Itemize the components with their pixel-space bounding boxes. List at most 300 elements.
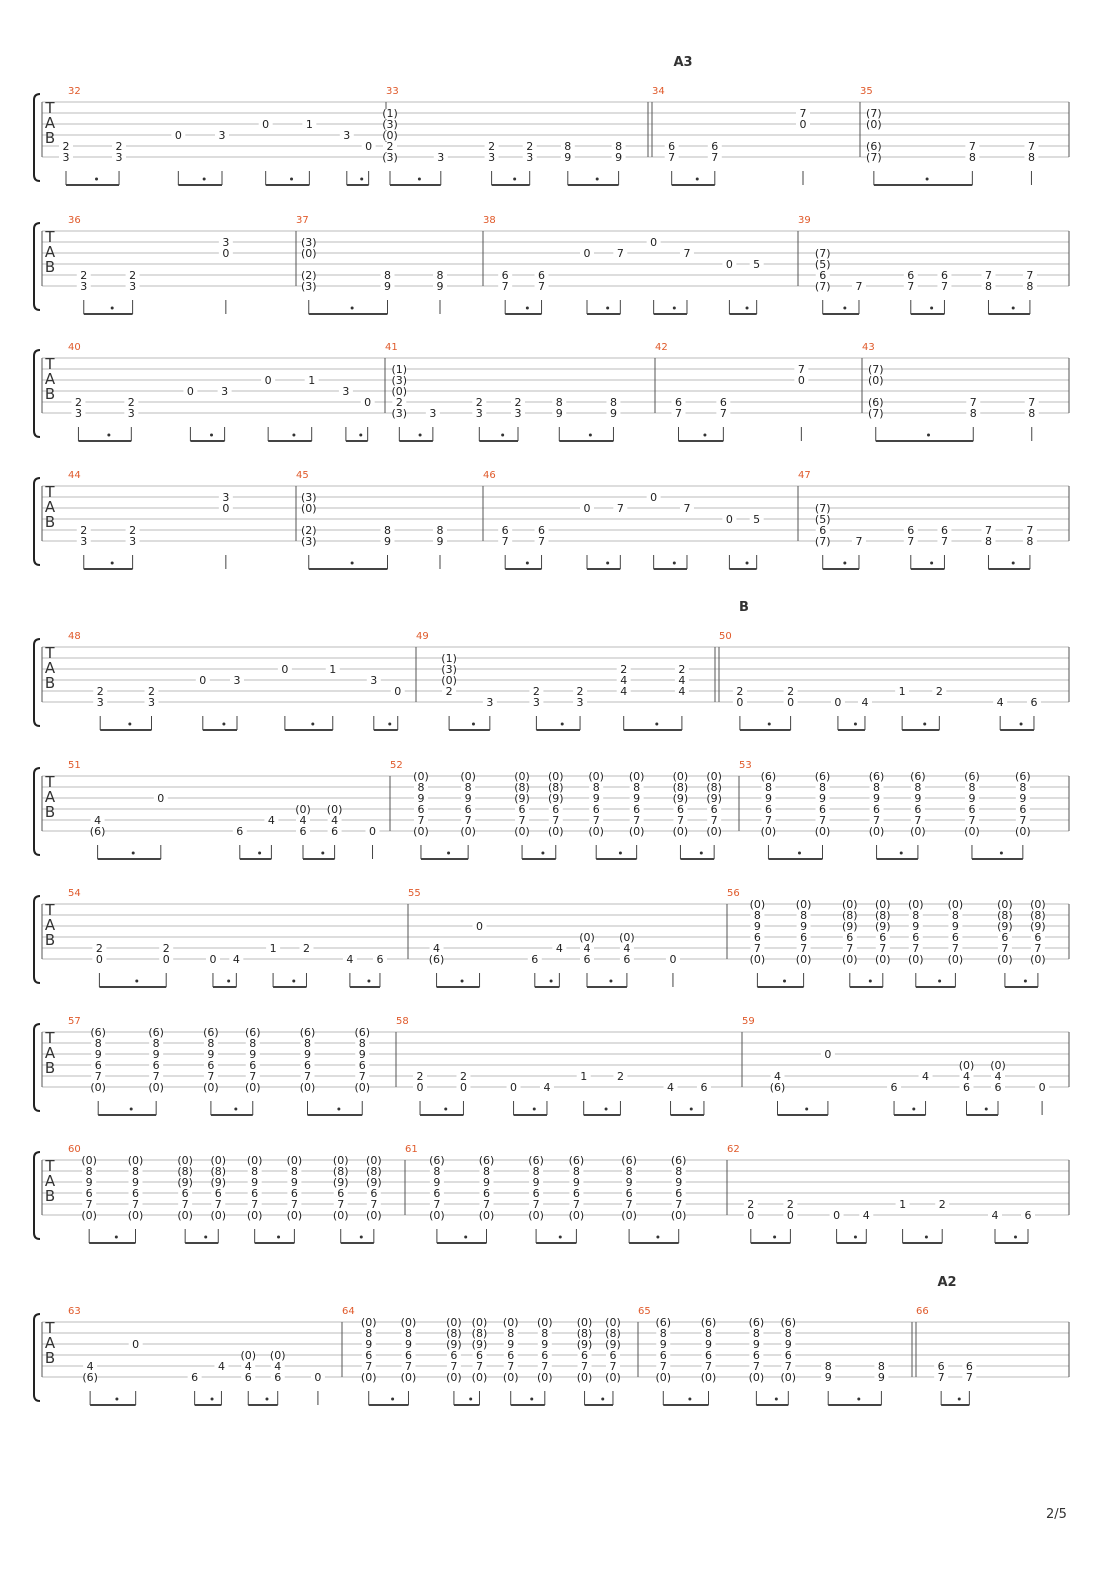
fret-number: 6 [358, 1059, 366, 1072]
fret-number: 0 [583, 247, 591, 260]
fret-number: 4 [86, 1360, 94, 1373]
tab-system [34, 1016, 1069, 1115]
dot [773, 1236, 776, 1239]
fret-number: 7 [764, 814, 772, 827]
fret-number: 6 [1034, 931, 1042, 944]
fret-number: (0) [203, 1081, 219, 1094]
fret-number: (0) [81, 1154, 97, 1167]
dot [128, 723, 131, 726]
fret-number: 4 [667, 1081, 675, 1094]
fret-number: 8 [1019, 781, 1027, 794]
fret-number: 8 [384, 269, 391, 282]
dot [464, 1236, 467, 1239]
dot [857, 1398, 860, 1401]
tab-clef-letter: B [44, 1187, 56, 1205]
fret-number: 6 [207, 1059, 215, 1072]
fret-number: 4 [862, 1209, 870, 1222]
fret-number: (0) [706, 770, 722, 783]
fret-number: 6 [251, 1187, 259, 1200]
dot [783, 980, 786, 983]
fret-number: (0) [749, 953, 766, 966]
fret-number: (0) [382, 129, 398, 142]
fret-number: 9 [207, 1048, 215, 1061]
fret-number: 6 [719, 396, 727, 409]
fret-number: 9 [675, 1176, 683, 1189]
fret-number: 3 [80, 535, 88, 548]
dot [115, 1236, 118, 1239]
measure-number: 63 [68, 1306, 81, 1317]
fret-number: (0) [672, 770, 689, 783]
fret-number: (0) [286, 1209, 303, 1222]
fret-number: 0 [824, 1048, 832, 1061]
dot [700, 852, 703, 855]
fret-number: 7 [337, 1198, 345, 1211]
fret-number: 7 [1028, 396, 1036, 409]
fret-number: 7 [464, 814, 472, 827]
fret-number: (0) [366, 1209, 382, 1222]
fret-number: 8 [914, 781, 922, 794]
fret-number: 6 [676, 803, 684, 816]
fret-number: (9) [177, 1176, 193, 1189]
fret-number: 8 [615, 140, 623, 153]
fret-number: 3 [74, 407, 82, 420]
fret-number: 9 [290, 1176, 298, 1189]
fret-number: (8) [842, 909, 858, 922]
fret-number: 8 [132, 1165, 140, 1178]
fret-number: 7 [800, 942, 808, 955]
system-brace [34, 94, 40, 181]
fret-number: 7 [94, 1070, 102, 1083]
fret-number: 7 [152, 1070, 160, 1083]
fret-number: 2 [115, 140, 123, 153]
fret-number: 6 [450, 1349, 458, 1362]
fret-number: 9 [417, 792, 425, 805]
fret-number: 0 [365, 140, 373, 153]
dot [673, 307, 676, 310]
tab-clef-letter: A [44, 370, 56, 388]
fret-number: (0) [478, 1209, 495, 1222]
fret-number: 7 [940, 280, 948, 293]
fret-number: 8 [764, 781, 772, 794]
fret-number: (0) [471, 1316, 488, 1329]
fret-number: 7 [675, 1198, 683, 1211]
measure-number: 46 [483, 470, 496, 481]
measure-number: 38 [483, 215, 496, 226]
fret-number: 0 [1038, 1081, 1046, 1094]
fret-number: 9 [877, 1371, 885, 1384]
fret-number: (3) [382, 118, 398, 131]
fret-number: (6) [429, 1154, 445, 1167]
fret-number: (3) [300, 535, 317, 548]
fret-number: 2 [416, 1070, 424, 1083]
fret-number: (8) [514, 781, 530, 794]
dot [900, 852, 903, 855]
fret-number: 7 [552, 814, 560, 827]
fret-number: 8 [436, 524, 444, 537]
measure-number: 56 [727, 888, 740, 899]
dot [95, 178, 98, 181]
fret-number: 6 [879, 931, 887, 944]
fret-number: 4 [274, 1360, 282, 1373]
fret-number: (0) [749, 898, 766, 911]
fret-number: 6 [85, 1187, 93, 1200]
dot [533, 1108, 536, 1111]
fret-number: (6) [769, 1081, 786, 1094]
fret-number: 7 [969, 396, 977, 409]
fret-number: 6 [609, 1349, 617, 1362]
fret-number: 1 [308, 374, 316, 387]
dot [292, 434, 295, 437]
fret-number: 3 [342, 385, 350, 398]
fret-number: (0) [700, 1371, 717, 1384]
fret-number: 8 [152, 1037, 160, 1050]
fret-number: 8 [951, 909, 959, 922]
dot [130, 1108, 133, 1111]
fret-number: 0 [264, 374, 272, 387]
fret-number: 6 [501, 524, 509, 537]
fret-number: 7 [625, 1198, 633, 1211]
system-brace [34, 768, 40, 855]
dot [798, 852, 801, 855]
fret-number: 7 [358, 1070, 366, 1083]
fret-number: 4 [623, 942, 631, 955]
system-brace [34, 478, 40, 565]
fret-number: (9) [446, 1338, 462, 1351]
dot [589, 434, 592, 437]
fret-number: 4 [331, 814, 339, 827]
section-marker: A2 [937, 1275, 957, 1290]
fret-number: 7 [984, 524, 992, 537]
fret-number: 4 [244, 1360, 252, 1373]
fret-number: 7 [846, 942, 854, 955]
dot [132, 852, 135, 855]
fret-number: (0) [413, 770, 429, 783]
dot [768, 723, 771, 726]
fret-number: 7 [799, 107, 807, 120]
fret-number: 9 [819, 792, 826, 805]
fret-number: 6 [94, 1059, 102, 1072]
fret-number: (8) [471, 1327, 488, 1340]
dot [606, 307, 609, 310]
fret-number: (0) [795, 953, 812, 966]
measure-number: 48 [68, 631, 81, 642]
fret-number: (0) [1015, 825, 1031, 838]
fret-number: (6) [203, 1026, 219, 1039]
fret-number: 8 [436, 269, 444, 282]
dot [605, 1108, 608, 1111]
fret-number: (0) [672, 825, 689, 838]
fret-number: 4 [543, 1081, 551, 1094]
fret-number: 6 [483, 1187, 490, 1200]
fret-number: 8 [94, 1037, 102, 1050]
fret-number: (6) [780, 1316, 797, 1329]
fret-number: 8 [784, 1327, 792, 1340]
section-marker: B [739, 600, 749, 615]
fret-number: 8 [365, 1327, 373, 1340]
fret-number: 8 [659, 1327, 667, 1340]
dot [854, 723, 857, 726]
fret-number: 2 [129, 524, 137, 537]
fret-number: (0) [366, 1154, 382, 1167]
tab-clef-letter: B [44, 129, 56, 147]
fret-number: 9 [625, 1176, 633, 1189]
dot [351, 562, 354, 565]
fret-number: (9) [706, 792, 722, 805]
fret-number: (6) [568, 1154, 585, 1167]
fret-number: 6 [475, 1349, 483, 1362]
fret-number: 6 [592, 803, 600, 816]
fret-number: 1 [269, 942, 277, 955]
fret-number: (0) [446, 1371, 462, 1384]
fret-number: (6) [244, 1026, 261, 1039]
fret-number: 9 [800, 920, 808, 933]
fret-number: 0 [209, 953, 217, 966]
fret-number: 8 [633, 781, 641, 794]
dot [530, 1398, 533, 1401]
dot [930, 562, 933, 565]
fret-number: 6 [633, 803, 641, 816]
dot [227, 980, 230, 983]
fret-number: 6 [541, 1349, 549, 1362]
fret-number: (8) [547, 781, 564, 794]
fret-number: 1 [580, 1070, 588, 1083]
fret-number: 6 [800, 931, 808, 944]
dot [1000, 852, 1003, 855]
fret-number: 9 [483, 1176, 490, 1189]
fret-number: (6) [354, 1026, 371, 1039]
dot [938, 980, 941, 983]
measure-number: 61 [405, 1144, 418, 1155]
fret-number: (7) [867, 363, 884, 376]
fret-number: (9) [332, 1176, 349, 1189]
fret-number: (9) [842, 920, 858, 933]
tab-clef-letter: T [45, 99, 55, 117]
fret-number: (8) [672, 781, 689, 794]
fret-number: 8 [824, 1360, 832, 1373]
fret-number: 3 [222, 491, 230, 504]
fret-number: 3 [233, 674, 241, 687]
fret-number: 0 [157, 792, 165, 805]
fret-number: (5) [814, 258, 831, 271]
fret-number: (0) [908, 898, 924, 911]
fret-number: 6 [940, 269, 948, 282]
fret-number: 9 [659, 1338, 667, 1351]
fret-number: 4 [299, 814, 307, 827]
measure-number: 34 [652, 86, 665, 97]
dot [360, 178, 363, 181]
dot [526, 562, 529, 565]
fret-number: 7 [752, 1360, 760, 1373]
tab-clef-letter: B [44, 513, 56, 531]
fret-number: 9 [152, 1048, 160, 1061]
fret-number: 2 [786, 1198, 794, 1211]
fret-number: 4 [996, 696, 1004, 709]
fret-number: 3 [370, 674, 378, 687]
fret-number: (0) [514, 770, 530, 783]
measure-number: 49 [416, 631, 429, 642]
fret-number: 7 [1001, 942, 1009, 955]
fret-number: 3 [222, 236, 230, 249]
fret-number: 0 [650, 236, 658, 249]
fret-number: 7 [207, 1070, 215, 1083]
fret-number: 7 [1027, 140, 1035, 153]
tab-clef-letter: T [45, 644, 55, 662]
fret-number: (0) [360, 1316, 377, 1329]
dot [656, 1236, 659, 1239]
fret-number: (9) [210, 1176, 227, 1189]
tab-clef-letter: A [44, 114, 56, 132]
fret-number: (9) [547, 792, 564, 805]
tab-system [34, 760, 1069, 859]
fret-number: (6) [964, 770, 980, 783]
fret-number: 7 [541, 1360, 549, 1373]
fret-number: (6) [428, 953, 445, 966]
fret-number: 0 [174, 129, 182, 142]
fret-number: 0 [222, 247, 230, 260]
fret-number: 9 [358, 1048, 366, 1061]
fret-number: (6) [867, 396, 884, 409]
fret-number: 6 [376, 953, 384, 966]
fret-number: 6 [583, 953, 591, 966]
fret-number: (0) [990, 1059, 1006, 1072]
fret-number: 7 [532, 1198, 540, 1211]
fret-number: 7 [855, 280, 863, 293]
dot [925, 1236, 928, 1239]
tab-system [34, 470, 1069, 569]
fret-number: 9 [784, 1338, 792, 1351]
fret-number: (0) [875, 898, 891, 911]
tab-clef-letter: A [44, 243, 56, 261]
fret-number: 3 [80, 280, 88, 293]
fret-number: 2 [736, 685, 744, 698]
fret-number: 4 [267, 814, 275, 827]
fret-number: 2 [62, 140, 70, 153]
fret-number: 4 [555, 942, 563, 955]
measure-number: 52 [390, 760, 403, 771]
fret-number: (0) [326, 803, 343, 816]
dot [290, 178, 293, 181]
fret-number: (0) [460, 770, 476, 783]
fret-number: (6) [89, 825, 106, 838]
fret-number: 7 [912, 942, 920, 955]
fret-number: 4 [994, 1070, 1002, 1083]
fret-number: 5 [753, 513, 761, 526]
fret-number: (0) [605, 1371, 621, 1384]
tab-clef-letter: A [44, 659, 56, 677]
dot [447, 852, 450, 855]
fret-number: 7 [518, 814, 526, 827]
fret-number: 4 [963, 1070, 970, 1083]
fret-number: 9 [85, 1176, 93, 1189]
dot [923, 723, 926, 726]
fret-number: (6) [910, 770, 926, 783]
measure-number: 54 [68, 888, 81, 899]
dot [805, 1108, 808, 1111]
fret-number: 2 [678, 663, 686, 676]
fret-number: 8 [464, 781, 472, 794]
tab-clef-letter: T [45, 483, 55, 501]
fret-number: (9) [997, 920, 1013, 933]
fret-number: (6) [814, 770, 831, 783]
fret-number: (0) [964, 825, 980, 838]
fret-number: (0) [471, 1371, 488, 1384]
fret-number: (0) [502, 1371, 519, 1384]
dot [746, 562, 749, 565]
system-brace [34, 639, 40, 726]
dot [419, 434, 422, 437]
fret-number: 6 [214, 1187, 222, 1200]
fret-number: (0) [605, 1316, 621, 1329]
fret-number: 8 [290, 1165, 298, 1178]
fret-number: 6 [337, 1187, 345, 1200]
fret-number: 1 [898, 685, 906, 698]
fret-number: 7 [475, 1360, 483, 1373]
dot [222, 723, 225, 726]
fret-number: 8 [384, 524, 391, 537]
dot [688, 1398, 691, 1401]
fret-number: 0 [222, 502, 230, 515]
fret-number: 3 [488, 151, 496, 164]
fret-number: 6 [464, 803, 472, 816]
fret-number: (0) [576, 1316, 593, 1329]
dot [526, 307, 529, 310]
measure-number: 40 [68, 342, 81, 353]
fret-number: (0) [670, 1209, 687, 1222]
fret-number: 8 [207, 1037, 215, 1050]
fret-number: 7 [914, 814, 922, 827]
fret-number: (6) [299, 1026, 316, 1039]
fret-number: 2 [616, 1070, 624, 1083]
fret-number: (9) [471, 1338, 488, 1351]
fret-number: 7 [616, 502, 624, 515]
fret-number: 6 [968, 803, 976, 816]
fret-number: 0 [459, 1081, 467, 1094]
measure-number: 36 [68, 215, 81, 226]
dot [912, 1108, 915, 1111]
fret-number: 4 [678, 674, 686, 687]
dot [1012, 307, 1015, 310]
fret-number: 0 [314, 1371, 322, 1384]
fret-number: 6 [152, 1059, 160, 1072]
fret-number: (0) [177, 1209, 193, 1222]
fret-number: 7 [501, 280, 509, 293]
fret-number: 2 [526, 140, 534, 153]
dot [444, 1108, 447, 1111]
tab-system [34, 342, 1069, 441]
dot [775, 1398, 778, 1401]
fret-number: 9 [132, 1176, 140, 1189]
fret-number: (0) [947, 898, 964, 911]
fret-number: 7 [1034, 942, 1042, 955]
fret-number: 1 [899, 1198, 907, 1211]
fret-number: 0 [132, 1338, 140, 1351]
fret-number: 7 [675, 407, 682, 420]
fret-number: 8 [532, 1165, 540, 1178]
fret-number: 8 [969, 407, 977, 420]
fret-number: 0 [186, 385, 194, 398]
tab-clef-letter: T [45, 1029, 55, 1047]
fret-number: (0) [429, 1209, 445, 1222]
dot [469, 1398, 472, 1401]
fret-number: (0) [460, 825, 476, 838]
fret-number: 7 [572, 1198, 580, 1211]
page-number: 2/5 [1046, 1507, 1067, 1522]
dot [292, 980, 295, 983]
fret-number: 9 [764, 792, 772, 805]
measure-number: 47 [798, 470, 811, 481]
fret-number: 8 [1027, 151, 1035, 164]
fret-number: 3 [475, 407, 483, 420]
